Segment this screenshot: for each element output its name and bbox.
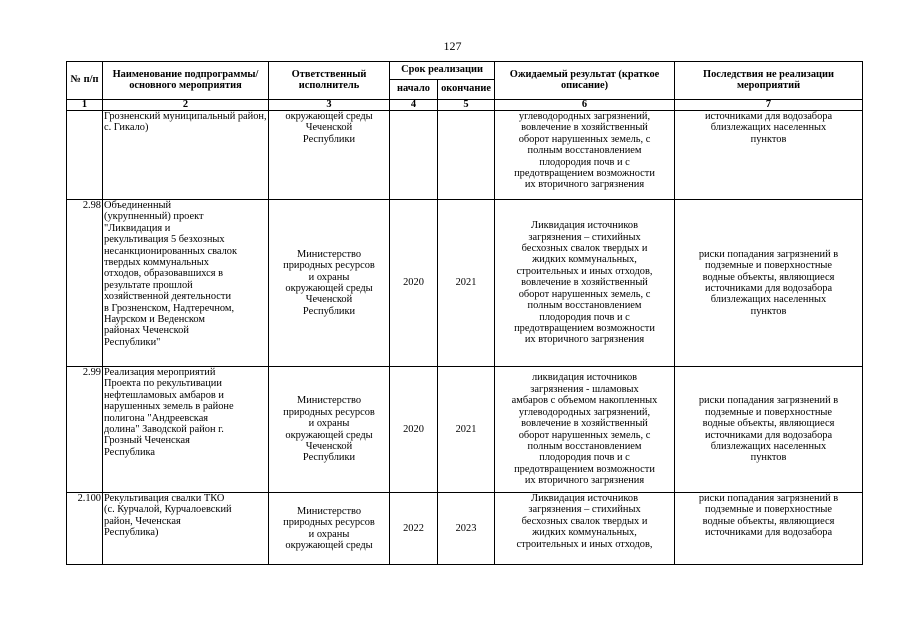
- non-implementation-consequences: источниками для водозабора близлежащих населенных пунктов: [675, 111, 863, 200]
- header-term: Срок реализации: [390, 62, 495, 80]
- table-row: [67, 111, 863, 200]
- start-year: 2020: [390, 367, 438, 493]
- non-implementation-consequences: риски попадания загрязнений в подземные и поверхностные водные объекты, являющиеся источниками для водозабора: [675, 493, 863, 565]
- column-number: 3: [269, 100, 390, 111]
- table-row: [67, 200, 863, 367]
- row-number: 2.98: [67, 200, 103, 367]
- non-implementation-consequences: риски попадания загрязнений в подземные и поверхностные водные объекты, являющиеся источниками для водозабора близлежащих населенных пунктов: [675, 200, 863, 367]
- measures-table: [66, 61, 863, 565]
- end-year: [438, 111, 495, 200]
- header-row: [67, 62, 863, 80]
- responsible-executor: Министерство природных ресурсов и охраны окружающей среды: [269, 493, 390, 565]
- column-number: 2: [103, 100, 269, 111]
- expected-result: Ликвидация источников загрязнения – стихийных бесхозных свалок твердых и жидких коммунальных, строительных и иных отходов,: [495, 493, 675, 565]
- start-year: 2020: [390, 200, 438, 367]
- end-year: 2021: [438, 200, 495, 367]
- header-consequences: Последствия не реализации мероприятий: [675, 62, 863, 100]
- end-year: 2023: [438, 493, 495, 565]
- responsible-executor: Министерство природных ресурсов и охраны окружающей среды Чеченской Республики: [269, 367, 390, 493]
- expected-result: углеводородных загрязнений, вовлечение в хозяйственный оборот нарушенных земель, с полным восстановлением плодородия почв и с предотвращением возможности их вторичного загрязнения: [495, 111, 675, 200]
- column-number: 1: [67, 100, 103, 111]
- column-number-row: [67, 100, 863, 111]
- row-number: [67, 111, 103, 200]
- measure-name: Рекультивация свалки ТКО (с. Курчалой, Курчалоевский район, Чеченская Республика): [103, 493, 269, 565]
- header-name: Наименование подпрограммы/ основного мероприятия: [103, 62, 269, 100]
- column-number: 4: [390, 100, 438, 111]
- start-year: [390, 111, 438, 200]
- row-number: 2.100: [67, 493, 103, 565]
- header-end: окончание: [438, 80, 495, 100]
- expected-result: ликвидация источников загрязнения - шламовых амбаров с объемом накопленных углеводородных загрязнений, вовлечение в хозяйственный оборот нарушенных земель, с полным восстановлением плодородия почв и с предотвращением возможности их вторичного загрязнения: [495, 367, 675, 493]
- column-number: 6: [495, 100, 675, 111]
- table-row: [67, 367, 863, 493]
- responsible-executor: Министерство природных ресурсов и охраны окружающей среды Чеченской Республики: [269, 200, 390, 367]
- column-number: 7: [675, 100, 863, 111]
- column-number: 5: [438, 100, 495, 111]
- table-row: [67, 493, 863, 565]
- header-result: Ожидаемый результат (краткое описание): [495, 62, 675, 100]
- measure-name: Реализация мероприятий Проекта по рекультивации нефтешламовых амбаров и нарушенных земель в районе полигона "Андреевская долина" Заводской район г. Грозный Чеченская Республика: [103, 367, 269, 493]
- measure-name: Грозненский муниципальный район, с. Гикало): [103, 111, 269, 200]
- responsible-executor: окружающей среды Чеченской Республики: [269, 111, 390, 200]
- start-year: 2022: [390, 493, 438, 565]
- expected-result: Ликвидация источников загрязнения – стихийных бесхозных свалок твердых и жидких коммунальных, строительных и иных отходов, вовлечение в хозяйственный оборот нарушенных земель, с полным восстановлением плодородия почв и с предотвращением возможности их вторичного загрязнения: [495, 200, 675, 367]
- header-num: № п/п: [67, 62, 103, 100]
- measure-name: Объединенный (укрупненный) проект "Ликвидация и рекультивация 5 безхозных несанкционированных свалок твердых коммунальных отходов, образовавшихся в результате прошлой хозяйственной деятельности в Грозненском, Надтеречном, Наурском и Веденском районах Чеченской Республики": [103, 200, 269, 367]
- row-number: 2.99: [67, 367, 103, 493]
- non-implementation-consequences: риски попадания загрязнений в подземные и поверхностные водные объекты, являющиеся источниками для водозабора близлежащих населенных пунктов: [675, 367, 863, 493]
- end-year: 2021: [438, 367, 495, 493]
- page-number: 127: [443, 39, 462, 53]
- header-responsible: Ответственный исполнитель: [269, 62, 390, 100]
- header-start: начало: [390, 80, 438, 100]
